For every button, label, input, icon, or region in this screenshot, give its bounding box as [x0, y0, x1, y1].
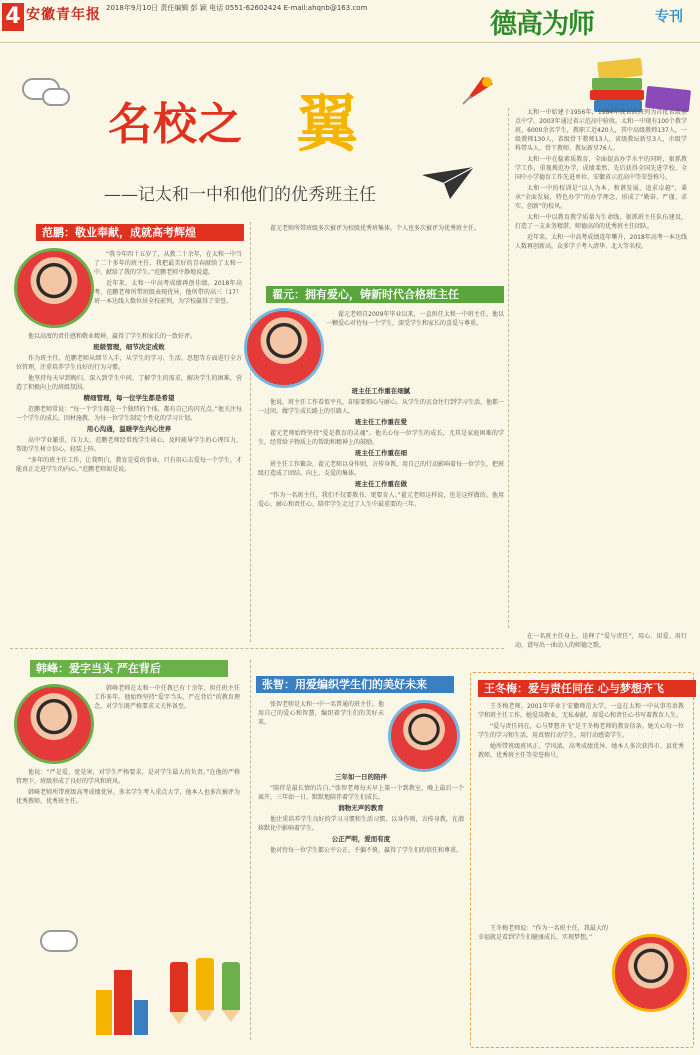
paper-plane-icon — [420, 165, 476, 201]
paragraph: 班主任工作繁杂，翟元老师以身作则，言传身教，用自己的行动影响着每一位学生，把班级打造成了团结、向上、友爱的集体。 — [258, 461, 504, 477]
fanpeng-text — [16, 332, 242, 642]
paragraph: 韩峰老师在太和一中任教已有十余年，担任班主任工作多年。他始终坚持“爱字当头，严在背后”的教育理念，对学生既严格要求又关怀备至。 — [94, 685, 240, 710]
subheading: 用心沟通，温暖学生内心世界 — [86, 425, 172, 433]
zhangzhi-text-top — [258, 700, 384, 770]
section-head-zhangzhi: 张智：用爱编织学生们的美好未来 — [256, 676, 454, 693]
paragraph: 在一名班主任身上，诠释了“爱与责任”，用心、用爱、用行动，谱写出一曲动人的师德之歌。 — [515, 633, 687, 649]
section-divider — [10, 648, 504, 649]
paragraph: “作为一名班主任，我们不仅要教书，更要育人。”翟元老师这样说，也是这样做的。他用爱心、耐心和责任心，陪伴学生走过了人生中最重要的三年。 — [258, 492, 504, 508]
paragraph: 韩峰老师所带班级高考成绩优异，多名学生考入重点大学，他本人也多次被评为优秀教师、优秀班主任。 — [16, 789, 240, 805]
section-head-wangdongmei: 王冬梅：爱与责任同在 心与梦想齐飞 — [478, 680, 696, 697]
subheading: 班主任工作重在做 — [355, 480, 407, 488]
intro-column — [515, 108, 687, 628]
paragraph: 他说，班主任工作看似平凡，却需要细心与耐心。从学生的衣食住行到学习生活，他都一一过问，做学生成长路上的引路人。 — [258, 399, 504, 415]
zhaiyuan-text-top — [326, 310, 504, 380]
paragraph: 她所带班级班风正、学风浓，高考成绩优异。她本人多次获得市、县优秀教师、优秀班主任等荣誉称号。 — [478, 743, 684, 759]
paragraph: 翟元老师始终坚持“爱是教育的灵魂”。他关心每一位学生的成长，尤其是家庭困难的学生，经常给予物质上的帮助和精神上的鼓励。 — [258, 430, 504, 446]
column-title: 德高为师 — [490, 9, 594, 40]
article-title-accent: 翼 — [296, 87, 359, 160]
avatar-fanpeng — [14, 248, 94, 328]
hanfeng-text — [16, 768, 240, 948]
paragraph: 太和一中的校训是“以人为本，和谐发展，追求卓越”，秉承“全面发展，特色办学”的办学理念，形成了“勤奋、严谨、求实、创新”的校风。 — [515, 185, 687, 210]
page-number: 4 — [2, 3, 24, 31]
subheading: 班主任工作重在爱 — [355, 418, 407, 426]
paragraph: 他对待每一位学生都公平公正，不偏不倚，赢得了学生们的信任和尊重。 — [270, 847, 463, 854]
paragraph: 他注重培养学生良好的学习习惯和生活习惯，以身作则，言传身教，在潜移默化中影响着学生。 — [258, 816, 464, 832]
paragraph: 近年来，太和一中高考成绩连年攀升，2018年高考一本达线人数再创新高，众多学子考入清华、北大等名校。 — [515, 234, 687, 250]
mid-summary — [515, 632, 687, 672]
column2-lead — [258, 224, 504, 262]
zhangzhi-text — [258, 772, 464, 1042]
section-head-fanpeng: 范鹏：敬业奉献，成就高考辉煌 — [36, 224, 244, 241]
hanfeng-text-top — [94, 684, 240, 764]
wangdongmei-text — [478, 702, 684, 922]
section-head-zhaiyuan: 翟元：拥有爱心，铸新时代合格班主任 — [266, 286, 504, 303]
paragraph: 范鹏老师常说：“每一个学生都是一个独特的个体，都有自己的闪光点。”他关注每一个学生的成长，因材施教，为每一位学生制定个性化的学习计划。 — [16, 406, 242, 422]
subheading: 润物无声的教育 — [338, 804, 384, 812]
paragraph: 翟元老师所带班级多次被评为校级优秀班集体，个人也多次被评为优秀班主任。 — [270, 225, 481, 232]
column-divider — [250, 660, 251, 1040]
column-label: 专刊 — [655, 9, 683, 25]
paragraph: “多年的班主任工作，让我明白，教育是爱的事业，只有用心去爱每一个学生，才能真正走进学生的内心。”范鹏老师如是说。 — [16, 457, 242, 473]
paragraph: 高中学业繁重，压力大，范鹏老师经常找学生谈心，及时疏导学生的心理压力，帮助学生树立信心，轻装上阵。 — [16, 437, 242, 453]
subheading: 精细管理，每一位学生都是希望 — [83, 394, 175, 402]
cloud-decoration — [42, 88, 70, 106]
paragraph: 他坚持每天早到晚归，深入到学生中间，了解学生的需求，解决学生的困难，营造了积极向上的班级氛围。 — [16, 375, 242, 391]
avatar-zhangzhi — [388, 700, 460, 772]
article-subtitle: ——记太和一中和他们的优秀班主任 — [104, 185, 376, 205]
paragraph: 王冬梅老师说：“作为一名班主任，我最大的幸福就是看到学生们健康成长、实现梦想。” — [478, 925, 608, 941]
avatar-hanfeng — [14, 684, 94, 764]
subheading: 班主任工作重在细 — [355, 449, 407, 457]
paragraph: 翟元老师自2009年毕业以来，一直担任太和一中班主任。他以一颗爱心对待每一个学生，深受学生和家长的喜爱与尊重。 — [326, 311, 504, 327]
subheading: 班级管理，细节决定成败 — [93, 343, 165, 351]
paragraph: “陪伴是最长情的告白。”张智老师每天早上第一个到教室，晚上最后一个离开，三年如一日，默默地陪伴着学生们成长。 — [258, 785, 464, 801]
publication-meta: 2018年9月10日 责任编辑 彭 颖 电话 0551-62602424 E-mail:ahqnb@163.com — [106, 4, 368, 12]
paragraph: 张智老师是太和一中一名普通的班主任，他用自己的爱心和智慧，编织着学生们的美好未来。 — [258, 701, 384, 726]
fanpeng-text-top — [94, 250, 242, 330]
subheading: 三年如一日的陪伴 — [335, 773, 387, 781]
page-header — [0, 0, 700, 43]
paper-name: 安徽青年报 — [26, 7, 101, 23]
article-title: 名校之 — [108, 99, 243, 150]
subheading: 班主任工作重在细腻 — [351, 387, 411, 395]
paragraph: 太和一中始建于1956年，1984年被省政府列为首批省级重点中学，2003年通过省示范高中验收。太和一中现有100个教学班，6000余名学生，教职工近420人，其中高级教师137人，一级教师130人，省级骨干教师13人，省级教坛新星3人，市级学科带头人、骨干教师、教坛新星76人。 — [515, 109, 687, 152]
subheading: 公正严明，爱而有度 — [331, 835, 391, 843]
paragraph: 他以高度的责任感和敬业精神，赢得了学生和家长的一致好评。 — [28, 333, 197, 340]
column-divider — [250, 222, 251, 642]
avatar-zhaiyuan — [244, 308, 324, 388]
rocket-icon — [455, 62, 505, 112]
cloud-decoration — [40, 930, 78, 952]
avatar-wangdongmei — [612, 934, 690, 1012]
paragraph: “爱与责任同在，心与梦想齐飞”是王冬梅老师的教育信条。她关心每一位学生的学习和生活，用真情打动学生，用行动感染学生。 — [478, 723, 684, 739]
paragraph: 他说：“严是爱，宽是害，对学生严格要求，是对学生最大的负责。”在他的严格管理下，班级形成了良好的学风和班风。 — [16, 769, 240, 785]
wangdongmei-text-bottom — [478, 924, 608, 1034]
paragraph: 近年来，太和一中高考成绩再创佳绩。2018年高考，范鹏老师所带班级表现优异，他所带的高三（17）班一本达线人数位居全校前列，为学校赢得了荣誉。 — [94, 280, 242, 305]
section-head-hanfeng: 韩峰：爱字当头 严在背后 — [30, 660, 228, 677]
paragraph: 作为班主任，范鹏老师从细节入手，从学生的学习、生活、思想等方面进行全方位管理，注重培养学生良好的行为习惯。 — [16, 355, 242, 371]
paragraph: “我今年四十五岁了，从教二十余年，在太和一中当了二十多年的班主任，我把最美好的青春献给了太和一中，献给了我的学生。”范鹏老师平静地说道。 — [94, 251, 242, 276]
zhaiyuan-text — [258, 386, 504, 641]
column-divider — [508, 108, 509, 628]
paragraph: 太和一中在稳素质教育，全面提高办学水平的同时，狠抓教学工作，重视规范办学，成绩斐然，先后获得全国先进学校、全国中小学德育工作先进单位、安徽省示范高中等荣誉称号。 — [515, 156, 687, 181]
paragraph: 太和一中以教育教学质量为生命线，狠抓班主任队伍建设，打造了一支业务精湛、师德高尚的优秀班主任团队。 — [515, 214, 687, 230]
paragraph: 王冬梅老师，2001年毕业于安徽师范大学，一直在太和一中从事英语教学和班主任工作。她爱岗敬业，无私奉献，用爱心和责任心书写着教育人生。 — [478, 703, 684, 719]
